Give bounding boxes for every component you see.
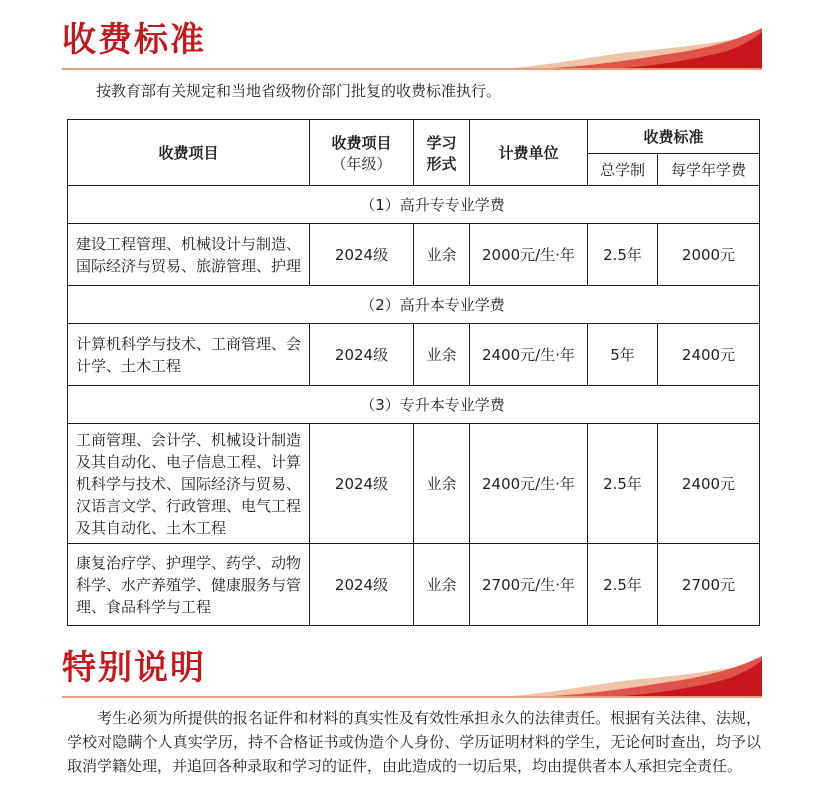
- cell-majors: 工商管理、会计学、机械设计制造及其自动化、电子信息工程、计算机科学与技术、国际经济与贸易、汉语言文学、行政管理、电气工程及其自动化、土木工程: [68, 424, 310, 544]
- notice-section-title: 特别说明: [62, 648, 206, 688]
- cell-grade: 2024级: [310, 544, 414, 626]
- cell-grade: 2024级: [310, 424, 414, 544]
- cell-mode: 业余: [414, 324, 470, 386]
- header-mode-line2: 形式: [426, 154, 457, 173]
- fee-section-header: [62, 18, 762, 70]
- table-row: [68, 544, 760, 626]
- cell-majors: 计算机科学与技术、工商管理、会计学、土木工程: [68, 324, 310, 386]
- cell-grade: 2024级: [310, 224, 414, 286]
- header-grade-line2: （年级）: [331, 154, 392, 173]
- cell-unit: 2700元/生·年: [470, 544, 588, 626]
- category-row: [68, 186, 760, 224]
- header-grade: [310, 120, 414, 186]
- header-yearly-fee: 每学年学费: [658, 154, 760, 186]
- category-row: [68, 386, 760, 424]
- fee-intro-text: 按教育部有关规定和当地省级物价部门批复的收费标准执行。: [96, 82, 502, 100]
- header-mode: [414, 120, 470, 186]
- cell-unit: 2000元/生·年: [470, 224, 588, 286]
- header-project: 收费项目: [68, 120, 310, 186]
- fee-section-underline: [62, 68, 762, 70]
- table-row: [68, 324, 760, 386]
- cell-years: 5年: [588, 324, 658, 386]
- cell-years: 2.5年: [588, 544, 658, 626]
- table-row: [68, 424, 760, 544]
- notice-section-header: [62, 646, 762, 698]
- header-total-years: 总学制: [588, 154, 658, 186]
- cell-unit: 2400元/生·年: [470, 424, 588, 544]
- cell-unit: 2400元/生·年: [470, 324, 588, 386]
- cell-grade: 2024级: [310, 324, 414, 386]
- category-title: （2）高升本专业学费: [68, 286, 760, 324]
- notice-section-wave-decoration: [512, 656, 762, 696]
- notice-body: 考生必须为所提供的报名证件和材料的真实性及有效性承担永久的法律责任。根据有关法律、法规，学校对隐瞒个人真实学历，持不合格证书或伪造个人身份、学历证明材料的学生，无论何时查出，均予以取消学籍处理，并追回各种录取和学习的证件，由此造成的一切后果，均由提供者本人承担完全责任。: [67, 709, 761, 775]
- cell-majors: 建设工程管理、机械设计与制造、国际经济与贸易、旅游管理、护理: [68, 224, 310, 286]
- cell-mode: 业余: [414, 424, 470, 544]
- header-unit: 计费单位: [470, 120, 588, 186]
- header-grade-line1: 收费项目: [331, 133, 392, 152]
- cell-fee: 2700元: [658, 544, 760, 626]
- category-title: （3）专升本专业学费: [68, 386, 760, 424]
- cell-mode: 业余: [414, 224, 470, 286]
- cell-years: 2.5年: [588, 224, 658, 286]
- category-row: [68, 286, 760, 324]
- cell-majors: 康复治疗学、护理学、药学、动物科学、水产养殖学、健康服务与管理、食品科学与工程: [68, 544, 310, 626]
- table-row: [68, 224, 760, 286]
- fee-table: [67, 119, 760, 626]
- fee-section-wave-decoration: [512, 28, 762, 68]
- fee-section-title: 收费标准: [62, 20, 206, 60]
- cell-mode: 业余: [414, 544, 470, 626]
- notice-text: [67, 706, 761, 778]
- cell-years: 2.5年: [588, 424, 658, 544]
- cell-fee: 2000元: [658, 224, 760, 286]
- cell-fee: 2400元: [658, 424, 760, 544]
- header-mode-line1: 学习: [426, 133, 457, 152]
- notice-section-underline: [62, 696, 762, 698]
- category-title: （1）高升专专业学费: [68, 186, 760, 224]
- header-standard: 收费标准: [588, 120, 760, 154]
- cell-fee: 2400元: [658, 324, 760, 386]
